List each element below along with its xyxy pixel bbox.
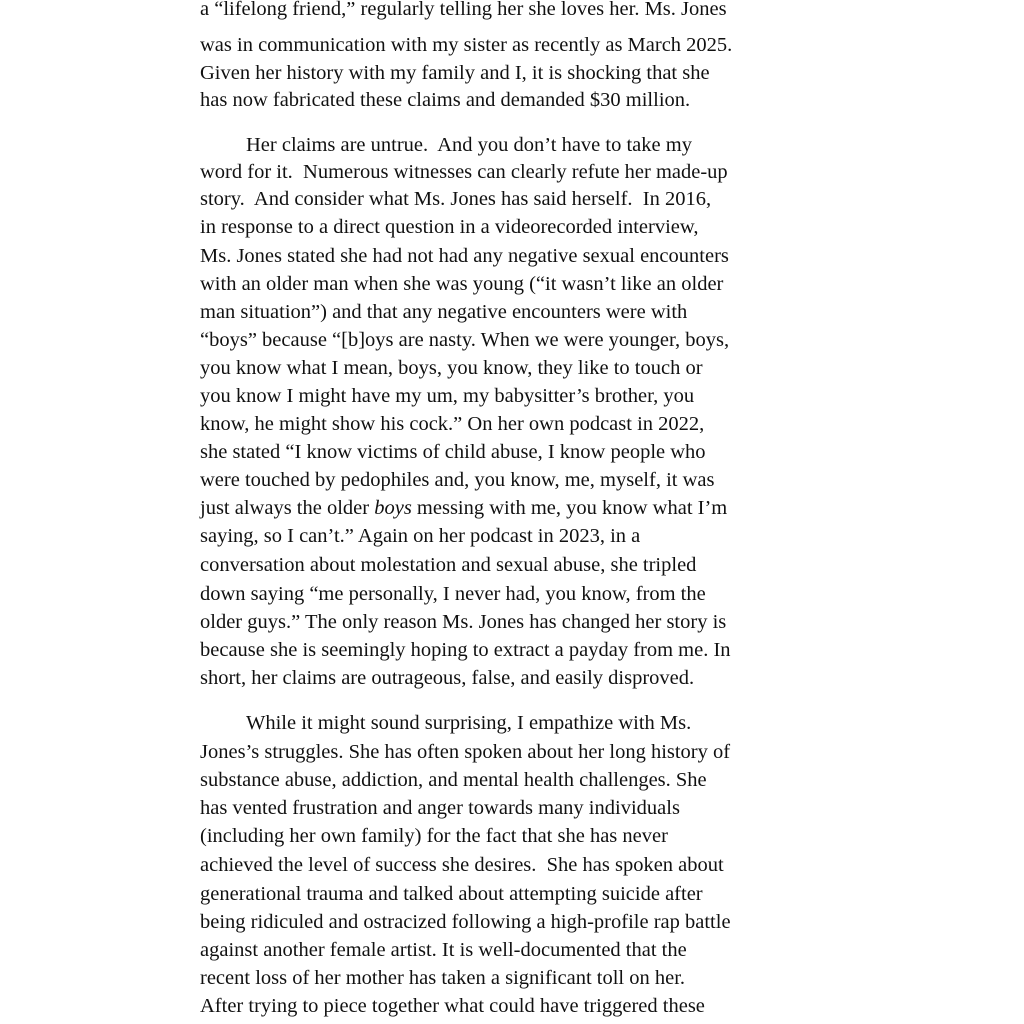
text-line: recent loss of her mother has taken a significant toll on her. [200,967,686,989]
italic-text: boys [374,497,412,519]
text-line: story. And consider what Ms. Jones has said herself. In 2016, [200,188,712,210]
text-line: older guys.” The only reason Ms. Jones has changed her story is [200,611,727,633]
text-line: generational trauma and talked about attempting suicide after [200,883,703,905]
text-line: with an older man when she was young (“it wasn’t like an older [200,273,724,295]
text-line: has now fabricated these claims and demanded $30 million. [200,89,691,111]
text-line: you know what I mean, boys, you know, they like to touch or [200,357,703,379]
text-line: Her claims are untrue. And you don’t have to take my [246,134,692,156]
text-line: Ms. Jones stated she had not had any negative sexual encounters [200,245,729,267]
text-line: a “lifelong friend,” regularly telling her she loves her. Ms. Jones [200,0,727,20]
text-line: Given her history with my family and I, it is shocking that she [200,62,710,84]
text-line: in response to a direct question in a videorecorded interview, [200,216,699,238]
text-line: down saying “me personally, I never had, you know, from the [200,583,706,605]
text-line: saying, so I can’t.” Again on her podcast in 2023, in a [200,525,641,547]
text-line: achieved the level of success she desires. She has spoken about [200,854,724,876]
text-line: word for it. Numerous witnesses can clearly refute her made-up [200,161,728,183]
text-line: short, her claims are outrageous, false, and easily disproved. [200,667,695,689]
text-line: know, he might show his cock.” On her own podcast in 2022, [200,413,705,435]
text-run: just always the older [200,497,375,519]
text-line [200,494,727,523]
text-line: (including her own family) for the fact that she has never [200,825,668,847]
text-line: “boys” because “[b]oys are nasty. When we were younger, boys, [200,329,730,351]
text-line: being ridiculed and ostracized following a high-profile rap battle [200,911,731,933]
text-line: After trying to piece together what could have triggered these [200,995,705,1017]
text-line: Jones’s struggles. She has often spoken about her long history of [200,741,731,763]
text-line: were touched by pedophiles and, you know, me, myself, it was [200,469,715,491]
text-line: man situation”) and that any negative encounters were with [200,301,688,323]
text-line: you know I might have my um, my babysitter’s brother, you [200,385,695,407]
text-line: against another female artist. It is well-documented that the [200,939,687,961]
text-line: While it might sound surprising, I empathize with Ms. [246,712,692,734]
text-line: she stated “I know victims of child abuse, I know people who [200,441,706,463]
text-line: has vented frustration and anger towards many individuals [200,797,680,819]
text-run: messing with me, you know what I’m [411,497,728,519]
text-line: substance abuse, addiction, and mental health challenges. She [200,769,707,791]
text-line: conversation about molestation and sexual abuse, she tripled [200,554,697,576]
text-line: was in communication with my sister as recently as March 2025. [200,34,733,56]
text-line: because she is seemingly hoping to extract a payday from me. In [200,639,731,661]
